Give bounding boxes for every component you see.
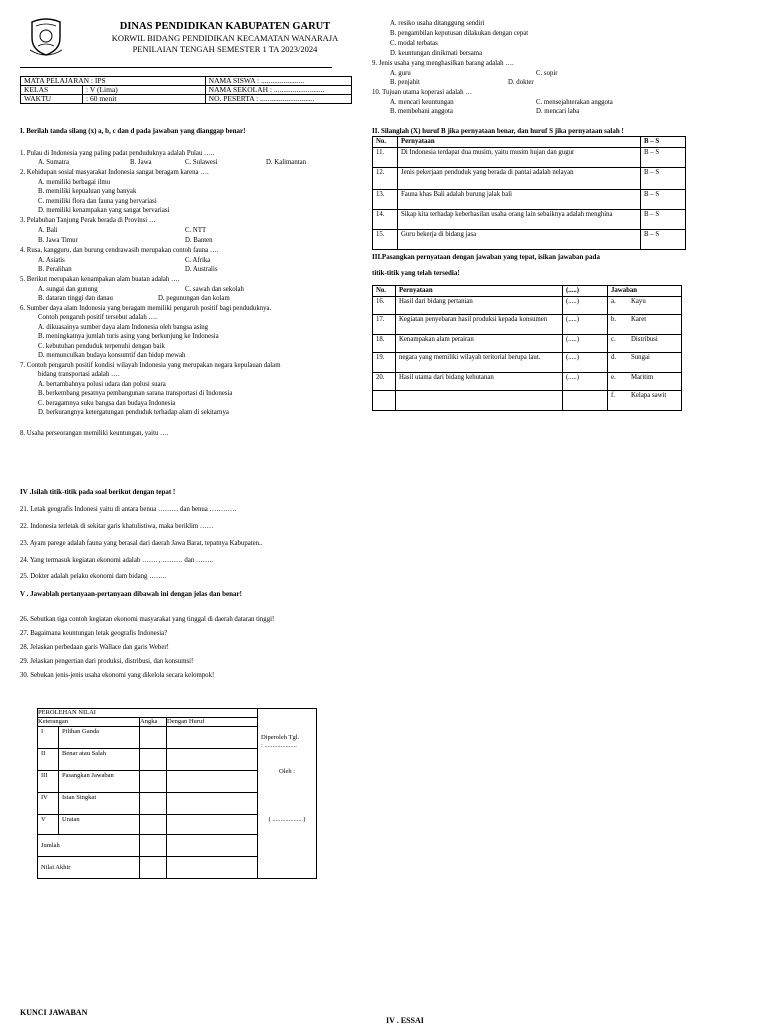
option-7a: A. bertambahnya polusi udara dan polusi suara: [38, 381, 166, 388]
question-6-cont: Contoh pengaruh positif tersebut adalah ….: [38, 314, 157, 321]
score-huruf: [167, 727, 258, 749]
option-4c: C. Afrika: [185, 257, 211, 264]
match-blank[interactable]: (.....): [563, 297, 608, 315]
score-row-num: V: [38, 815, 59, 835]
match-statement: Kegiatan penyebaran hasil produksi kepada konsumen: [396, 315, 563, 335]
question-10: 10. Tujuan utama koperasi adalah …: [372, 89, 473, 96]
waktu-value: : 60 menit: [83, 95, 206, 104]
score-row-label: Uraian: [59, 815, 140, 835]
score-huruf: [167, 793, 258, 815]
header-exam: PENILAIAN TENGAH SEMESTER 1 TA 2023/2024: [132, 43, 318, 54]
col-no: No.: [373, 286, 396, 297]
option-9d: D. dokter: [508, 79, 534, 86]
matching-table: [372, 285, 682, 411]
col-keterangan: Keterangan: [38, 718, 140, 727]
match-letter: f.: [608, 391, 629, 411]
option-2a: A. memiliki berbagai ilmu: [38, 179, 111, 186]
option-9b: B. penjahit: [390, 79, 420, 86]
jumlah-label: Jumlah: [38, 835, 140, 857]
nama-sekolah-cell: NAMA SEKOLAH : ...........................: [205, 86, 351, 95]
option-3c: C. NTT: [185, 227, 207, 234]
section-3-title-cont: titik-titik yang telah tersedia!: [372, 269, 460, 277]
bs-answer[interactable]: B – S: [641, 148, 686, 168]
question-5: 5. Berikut merupakan kenampakan alam buatan adalah ….: [20, 276, 180, 283]
question-28: 28. Jelaskan perbedaan garis Wallace dan garis Weber!: [20, 644, 169, 651]
question-4: 4. Rusa, kangguru, dan burung cendrawasih merupakan contoh fauna ….: [20, 247, 219, 254]
nilai-akhir-huruf: [167, 857, 258, 879]
jumlah-angka: [140, 835, 167, 857]
bs-statement: Sikap kita terhadap keberhasilan usaha orang lain sebaiknya adalah menghina: [398, 210, 641, 230]
match-statement: [396, 391, 563, 411]
match-answer: Sungai: [628, 353, 682, 373]
bs-statement: Di Indonesia terdapat dua musim, yaitu musim hujan dan gugur: [398, 148, 641, 168]
option-6c: C. kebutuhan penduduk terpenuhi dengan baik: [38, 343, 165, 350]
option-10b: B. membebani anggota: [390, 108, 453, 115]
option-7b: B. berkembang pesatnya pembangunan sarana transportasi di Indonesia: [38, 390, 233, 397]
option-9c: C. sopir: [536, 70, 558, 77]
option-2b: B. memiliki kepualuan yang banyak: [38, 188, 137, 195]
match-statement: negara yang memiliki wilayah teritorial berupa laut.: [396, 353, 563, 373]
option-5b: B. dataran tinggi dan danau: [38, 295, 113, 302]
score-angka: [140, 727, 167, 749]
match-answer: Distribusi: [628, 335, 682, 353]
match-statement: Hasil utama dari bidang kehutanan: [396, 373, 563, 391]
match-no: 19.: [373, 353, 396, 373]
option-10d: D. mencari laba: [536, 108, 580, 115]
option-4b: B. Peralihan: [38, 266, 72, 273]
bs-no: 12.: [373, 168, 398, 190]
score-table: [37, 708, 317, 879]
match-answer: Maritim: [628, 373, 682, 391]
match-letter: c.: [608, 335, 629, 353]
score-title: PEROLEHAN NILAI: [38, 709, 258, 718]
match-letter: d.: [608, 353, 629, 373]
kelas-label: KELAS: [21, 86, 83, 95]
question-2: 2. Kehidupan sosial masyarakat Indonesia sangat beragam karena ….: [20, 169, 209, 176]
match-answer: Kayu: [628, 297, 682, 315]
bs-answer[interactable]: B – S: [641, 168, 686, 190]
col-huruf: Dengan Huruf: [167, 718, 258, 727]
option-7d: D. berkurangnya ketergatungan penduduk terhadap alam di sekitarnya: [38, 409, 229, 416]
question-7: 7. Contoh pengaruh positif kondisi wilayah Indonesia yang merupakan negara kepulauan dalam: [20, 362, 281, 369]
section-3-title: III.Pasangkan pernyataan dengan jawaban yang tepat, isikan jawaban pada: [372, 253, 600, 261]
answer-key-title: KUNCI JAWABAN: [20, 1008, 88, 1017]
score-row-num: I: [38, 727, 59, 749]
no-peserta-cell: NO. PESERTA : .............................: [205, 95, 351, 104]
option-4d: D. Australis: [185, 266, 218, 273]
waktu-label: WAKTU: [21, 95, 83, 104]
signature-cell: [258, 709, 317, 879]
diperoleh-label: Diperoleh Tgl.: [261, 734, 300, 741]
question-21: 21. Letak geografis Indonesi yaitu di antara benua ……… dan benua …………: [20, 506, 237, 513]
bs-no: 13.: [373, 190, 398, 210]
signature-line: ( .................. ): [268, 816, 306, 824]
nilai-akhir-angka: [140, 857, 167, 879]
bs-no: 14.: [373, 210, 398, 230]
bs-statement: Fauna khas Bali adalah burung jalak bali: [398, 190, 641, 210]
bs-statement: Guru bekerja di bidang jasa: [398, 230, 641, 250]
section-4-title: IV .Isilah titik-titik pada soal berikut dengan tepat !: [20, 488, 176, 496]
score-row-num: IV: [38, 793, 59, 815]
question-6: 6. Sumber daya alam Indonesia yang beragam memiliki pengaruh positif bagi penduduknya.: [20, 305, 272, 312]
question-25: 25. Dokter adalah pelaku ekonomi dam bidang ……..: [20, 573, 167, 580]
jumlah-huruf: [167, 835, 258, 857]
header-subtitle: KORWIL BIDANG PENDIDIKAN KECAMATAN WANARAJA: [111, 33, 339, 44]
option-3d: D. Banten: [185, 237, 213, 244]
question-7-cont: bidang transportasi adalah ….: [38, 371, 120, 378]
match-no: [373, 391, 396, 411]
match-blank[interactable]: (.....): [563, 335, 608, 353]
mapel-cell: MATA PELAJARAN : IPS: [21, 77, 206, 86]
col-pernyataan: Pernyataan: [398, 137, 641, 148]
col-blank: (.....): [563, 286, 608, 297]
bs-statement: Jenis pekerjaan penduduk yang berada di pantai adalah nelayan: [398, 168, 641, 190]
bs-answer[interactable]: B – S: [641, 230, 686, 250]
section-5-title: V . Jawablah pertanyaan-pertanyaan dibawah ini dengan jelas dan benar!: [20, 590, 242, 598]
option-8c: C. modal terbatas: [390, 40, 438, 47]
option-6b: B. meningkatnya jumlah turis asing yang berkunjung ke Indonesia: [38, 333, 219, 340]
option-2d: D. memiliki kenampakan yang sangat bervariasi: [38, 207, 170, 214]
match-statement: Kenampakan alam perairan: [396, 335, 563, 353]
col-pernyataan: Pernyataan: [396, 286, 563, 297]
match-no: 16.: [373, 297, 396, 315]
match-blank[interactable]: (.....): [563, 353, 608, 373]
option-5d: D. pegunungan dan kolam: [158, 295, 230, 302]
bs-no: 11.: [373, 148, 398, 168]
match-statement: Hasil dari bidang pertanian: [396, 297, 563, 315]
option-8b: B. pengambilan keputusan dilakukan dengan cepat: [390, 30, 529, 37]
option-7c: C. beragamnya suku bangsa dan budaya Indonesia: [38, 400, 176, 407]
col-jawaban: Jawaban: [608, 286, 682, 297]
score-huruf: [167, 815, 258, 835]
option-1b: B. Jawa: [130, 159, 152, 166]
score-angka: [140, 771, 167, 793]
option-1a: A. Sumatra: [38, 159, 69, 166]
option-9a: A. guru: [390, 70, 411, 77]
option-3b: B. Jawa Timur: [38, 237, 78, 244]
score-row-label: Benar atau Salah: [59, 749, 140, 771]
option-4a: A. Asiatis: [38, 257, 65, 264]
col-no: No.: [373, 137, 398, 148]
score-angka: [140, 793, 167, 815]
match-answer: Kelapa sawit: [628, 391, 682, 411]
header-divider: [20, 67, 332, 68]
option-5a: A. sungai dan gunung: [38, 286, 98, 293]
question-1: 1. Pulau di Indonesia yang paling padat penduduknya adalah Pulau …..: [20, 150, 215, 157]
question-27: 27. Bagaimana keuntungan letak geografis Indonesia?: [20, 630, 168, 637]
option-1c: C. Sulawesi: [185, 159, 218, 166]
score-row-label: Pilihan Ganda: [59, 727, 140, 749]
option-5c: C. sawah dan sekolah: [185, 286, 244, 293]
option-6d: D. memunculkan budaya konsumtif dan hidup mewah: [38, 352, 186, 359]
question-29: 29. Jelaskan pengertian dari produksi, distribusi, dan konsumsi!: [20, 658, 194, 665]
garut-logo-icon: [28, 16, 64, 56]
score-angka: [140, 749, 167, 771]
question-26: 26. Sebutkan tiga contoh kegiatan ekonomi masyarakat yang tinggal di daerah dataran tinggi!: [20, 616, 275, 623]
col-bs: B – S: [641, 137, 686, 148]
score-huruf: [167, 771, 258, 793]
match-blank[interactable]: (.....): [563, 373, 608, 391]
header-title: DINAS PENDIDIKAN KABUPATEN GARUT: [119, 21, 331, 32]
question-30: 30. Sebukan jenis-jenis usaha ekonomi yang dikelola secara kelompok!: [20, 672, 215, 679]
option-3a: A. Bali: [38, 227, 58, 234]
score-huruf: [167, 749, 258, 771]
section-1-title: I. Berilah tanda silang (x) a, b, c dan d pada jawaban yang dianggap benar!: [20, 127, 246, 135]
col-angka: Angka: [140, 718, 167, 727]
match-blank[interactable]: (.....): [563, 315, 608, 335]
bs-answer[interactable]: B – S: [641, 190, 686, 210]
bs-answer[interactable]: B – S: [641, 210, 686, 230]
match-no: 18.: [373, 335, 396, 353]
match-answer: Karet: [628, 315, 682, 335]
score-row-label: Pasangkan Jawaban: [59, 771, 140, 793]
date-dots: : ....................: [261, 742, 297, 750]
question-8: 8. Usaha perseorangan memiliki keuntungan, yaitu ….: [20, 430, 169, 437]
match-no: 20.: [373, 373, 396, 391]
match-no: 17.: [373, 315, 396, 335]
score-row-num: II: [38, 749, 59, 771]
option-8a: A. resiko usaha ditanggung sendiri: [390, 20, 485, 27]
essay-key-title: IV . ESSAI: [386, 1016, 424, 1025]
option-2c: C. memiliki flora dan fauna yang bervariasi: [38, 198, 157, 205]
question-9: 9. Jenis usaha yang menghasilkan barang adalah ….: [372, 60, 514, 67]
oleh-label: Oleh :: [278, 768, 296, 776]
true-false-table: [372, 136, 686, 250]
nama-siswa-cell: NAMA SISWA : .......................: [205, 77, 351, 86]
match-letter: b.: [608, 315, 629, 335]
question-24: 24. Yang termasuk kegiatan ekonomi adalah ……. , ……… dan ……..: [20, 557, 213, 564]
score-row-label: Isian Singkat: [59, 793, 140, 815]
option-6a: A. dikuasainya sumber daya alam Indonesia oleh bangsa asing: [38, 324, 209, 331]
section-2-title: II. Silanglah (X) huruf B jika pernyataan benar, dan huruf S jika pernyataan salah !: [372, 127, 624, 135]
question-23: 23. Ayam parege adalah fauna yang berasal dari daerah Jawa Barat, tepatnya Kabupaten..: [20, 540, 263, 547]
option-1d: D. Kalimantan: [266, 159, 307, 166]
option-10a: A. mencari keuntungan: [390, 99, 454, 106]
nilai-akhir-label: Nilai Akhir: [38, 857, 140, 879]
match-letter: e.: [608, 373, 629, 391]
student-info-table: [20, 76, 352, 104]
question-3: 3. Pelabuhan Tanjung Perak berada di Provinsi …: [20, 217, 156, 224]
score-row-num: III: [38, 771, 59, 793]
match-blank: [563, 391, 608, 411]
score-angka: [140, 815, 167, 835]
match-letter: a.: [608, 297, 629, 315]
kelas-value: : V (Lima): [83, 86, 206, 95]
option-8d: D. keuntungan dinikmati bersama: [390, 50, 483, 57]
option-10c: C. mensejahterakan anggota: [536, 99, 613, 106]
bs-no: 15.: [373, 230, 398, 250]
question-22: 22. Indonesia terletak di sekitar garis khatulistiwa, maka beriklim ……: [20, 523, 214, 530]
